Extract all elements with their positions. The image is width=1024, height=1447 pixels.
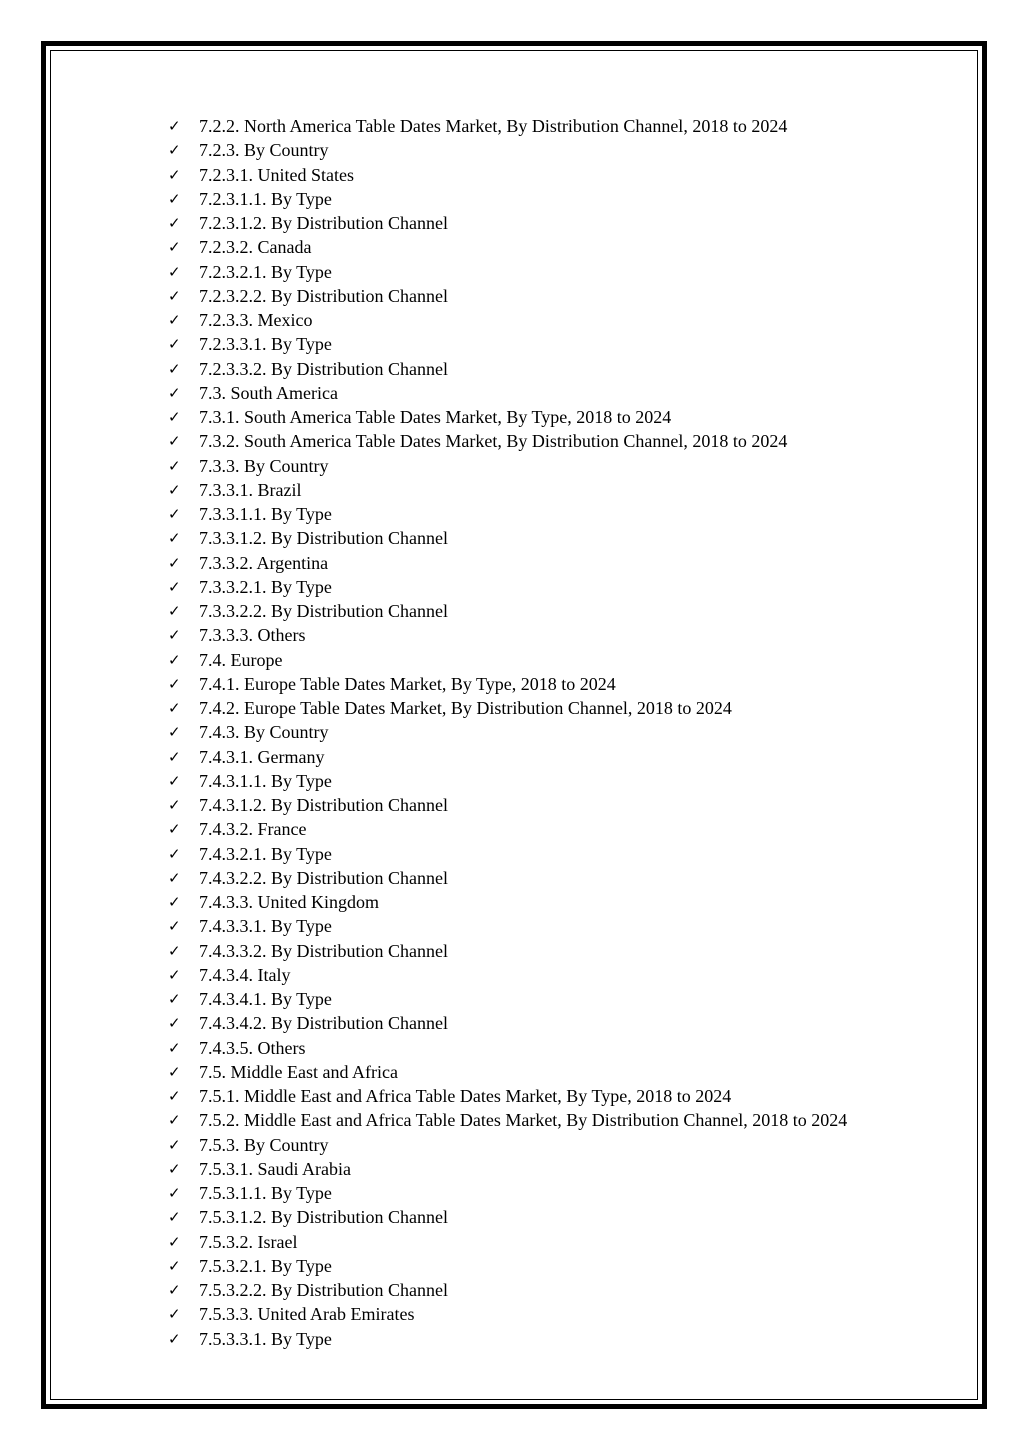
list-item bbox=[168, 769, 847, 793]
check-icon: ✓ bbox=[168, 1135, 181, 1154]
list-item-label: 7.5. Middle East and Africa bbox=[199, 1061, 398, 1082]
check-icon: ✓ bbox=[168, 189, 181, 208]
list-item bbox=[168, 1011, 847, 1035]
list-item-label: 7.4.1. Europe Table Dates Market, By Type, 2018 to 2024 bbox=[199, 673, 616, 694]
list-item bbox=[168, 1254, 847, 1278]
list-item bbox=[168, 793, 847, 817]
list-item-label: 7.4.3. By Country bbox=[199, 722, 329, 743]
list-item-label: 7.5.3. By Country bbox=[199, 1134, 329, 1155]
check-icon: ✓ bbox=[168, 1014, 181, 1033]
list-item bbox=[168, 138, 847, 162]
list-item-label: 7.2.3. By Country bbox=[199, 140, 329, 161]
list-item-label: 7.2.3.1.2. By Distribution Channel bbox=[199, 213, 448, 233]
list-item-label: 7.3.3.2.2. By Distribution Channel bbox=[199, 601, 448, 621]
list-item bbox=[168, 478, 847, 502]
list-item bbox=[168, 187, 847, 211]
check-icon: ✓ bbox=[168, 1159, 181, 1178]
list-item bbox=[168, 939, 847, 963]
list-item-label: 7.4.3.4.2. By Distribution Channel bbox=[199, 1013, 448, 1034]
check-icon: ✓ bbox=[168, 626, 181, 645]
check-icon: ✓ bbox=[168, 335, 181, 354]
list-item-label: 7.2.3.1. United States bbox=[199, 164, 354, 185]
list-item bbox=[168, 720, 847, 744]
list-item-label: 7.3.3.2.1. By Type bbox=[199, 576, 332, 597]
list-item-label: 7.3.3.1.1. By Type bbox=[199, 504, 332, 524]
list-item-label: 7.3.2. South America Table Dates Market, By Distribution Channel, 2018 to 2024 bbox=[199, 431, 788, 452]
check-icon: ✓ bbox=[168, 165, 181, 184]
list-item-label: 7.5.2. Middle East and Africa Table Dates Market, By Distribution Channel, 2018 to 2024 bbox=[199, 1110, 848, 1131]
list-item-label: 7.2.3.1.1. By Type bbox=[199, 188, 332, 209]
check-icon: ✓ bbox=[168, 602, 181, 620]
list-item-label: 7.4.3.1.2. By Distribution Channel bbox=[199, 795, 448, 815]
list-item-label: 7.4.3.2. France bbox=[199, 819, 307, 840]
check-icon: ✓ bbox=[168, 1281, 181, 1299]
check-icon: ✓ bbox=[168, 1305, 181, 1324]
list-item bbox=[168, 211, 847, 235]
check-icon: ✓ bbox=[168, 529, 181, 548]
list-item-label: 7.5.3.3.1. By Type bbox=[199, 1328, 332, 1349]
list-item-label: 7.3. South America bbox=[199, 382, 338, 403]
check-icon: ✓ bbox=[168, 408, 181, 426]
check-icon: ✓ bbox=[168, 723, 181, 742]
list-item bbox=[168, 332, 847, 356]
check-icon: ✓ bbox=[168, 844, 181, 863]
list-item bbox=[168, 284, 847, 308]
check-icon: ✓ bbox=[168, 893, 181, 911]
list-item-label: 7.5.3.1.2. By Distribution Channel bbox=[199, 1207, 448, 1228]
list-item bbox=[168, 357, 847, 381]
list-item-label: 7.2.3.2.2. By Distribution Channel bbox=[199, 285, 448, 306]
list-item bbox=[168, 623, 847, 647]
check-icon: ✓ bbox=[168, 796, 181, 814]
list-item bbox=[168, 914, 847, 938]
check-icon: ✓ bbox=[168, 262, 181, 281]
list-item bbox=[168, 599, 847, 623]
check-icon: ✓ bbox=[168, 311, 181, 329]
check-icon: ✓ bbox=[168, 1087, 181, 1105]
list-item-label: 7.2.3.2. Canada bbox=[199, 237, 312, 258]
list-item-label: 7.4. Europe bbox=[199, 649, 283, 670]
check-icon: ✓ bbox=[168, 141, 181, 160]
list-item bbox=[168, 454, 847, 478]
check-icon: ✓ bbox=[168, 1208, 181, 1227]
list-item-label: 7.5.3.1. Saudi Arabia bbox=[199, 1158, 351, 1179]
list-item bbox=[168, 672, 847, 696]
list-item bbox=[168, 163, 847, 187]
check-icon: ✓ bbox=[168, 456, 181, 475]
list-item-label: 7.2.3.3.2. By Distribution Channel bbox=[199, 358, 448, 379]
check-icon: ✓ bbox=[168, 286, 181, 305]
check-icon: ✓ bbox=[168, 1038, 181, 1057]
check-icon: ✓ bbox=[168, 1256, 181, 1275]
check-icon: ✓ bbox=[168, 917, 181, 936]
list-item bbox=[168, 308, 847, 332]
list-item bbox=[168, 648, 847, 672]
list-item-label: 7.2.3.3.1. By Type bbox=[199, 334, 332, 355]
list-item bbox=[168, 1181, 847, 1205]
check-icon: ✓ bbox=[168, 553, 181, 572]
list-item bbox=[168, 1108, 847, 1132]
list-item bbox=[168, 575, 847, 599]
list-item-label: 7.3.3.3. Others bbox=[199, 625, 306, 646]
list-item-label: 7.5.3.1.1. By Type bbox=[199, 1183, 332, 1203]
list-item-label: 7.3.1. South America Table Dates Market, By Type, 2018 to 2024 bbox=[199, 407, 672, 427]
list-item bbox=[168, 1157, 847, 1181]
check-icon: ✓ bbox=[168, 990, 181, 1008]
list-item bbox=[168, 429, 847, 453]
list-item bbox=[168, 817, 847, 841]
list-item bbox=[168, 890, 847, 914]
list-item-label: 7.4.3.5. Others bbox=[199, 1037, 306, 1058]
check-icon: ✓ bbox=[168, 383, 181, 402]
table-of-contents-list bbox=[168, 114, 847, 1351]
list-item bbox=[168, 114, 847, 138]
check-icon: ✓ bbox=[168, 965, 181, 984]
check-icon: ✓ bbox=[168, 359, 181, 378]
check-icon: ✓ bbox=[168, 1062, 181, 1081]
list-item bbox=[168, 987, 847, 1011]
list-item bbox=[168, 1278, 847, 1302]
list-item-label: 7.4.3.2.1. By Type bbox=[199, 843, 332, 864]
list-item bbox=[168, 696, 847, 720]
list-item-label: 7.4.3.3. United Kingdom bbox=[199, 892, 379, 912]
list-item bbox=[168, 235, 847, 259]
list-item-label: 7.4.3.1.1. By Type bbox=[199, 770, 332, 791]
check-icon: ✓ bbox=[168, 214, 181, 232]
list-item-label: 7.5.1. Middle East and Africa Table Dates Market, By Type, 2018 to 2024 bbox=[199, 1086, 732, 1106]
check-icon: ✓ bbox=[168, 480, 181, 499]
check-icon: ✓ bbox=[168, 771, 181, 790]
list-item bbox=[168, 963, 847, 987]
list-item-label: 7.4.3.4.1. By Type bbox=[199, 989, 332, 1009]
list-item-label: 7.4.3.2.2. By Distribution Channel bbox=[199, 867, 448, 888]
list-item bbox=[168, 405, 847, 429]
list-item bbox=[168, 381, 847, 405]
list-item bbox=[168, 1205, 847, 1229]
list-item bbox=[168, 551, 847, 575]
list-item bbox=[168, 502, 847, 526]
list-item-label: 7.4.3.1. Germany bbox=[199, 746, 325, 767]
list-item-label: 7.4.3.3.1. By Type bbox=[199, 916, 332, 937]
list-item bbox=[168, 1327, 847, 1351]
check-icon: ✓ bbox=[168, 941, 181, 960]
list-item-label: 7.2.3.3. Mexico bbox=[199, 310, 313, 330]
list-item bbox=[168, 1060, 847, 1084]
list-item-label: 7.3.3.1.2. By Distribution Channel bbox=[199, 528, 448, 549]
list-item bbox=[168, 866, 847, 890]
check-icon: ✓ bbox=[168, 505, 181, 523]
list-item bbox=[168, 745, 847, 769]
list-item-label: 7.4.3.3.2. By Distribution Channel bbox=[199, 940, 448, 961]
check-icon: ✓ bbox=[168, 117, 181, 135]
list-item bbox=[168, 1036, 847, 1060]
list-item-label: 7.4.2. Europe Table Dates Market, By Distribution Channel, 2018 to 2024 bbox=[199, 698, 732, 718]
list-item bbox=[168, 1084, 847, 1108]
check-icon: ✓ bbox=[168, 1232, 181, 1251]
check-icon: ✓ bbox=[168, 1184, 181, 1202]
list-item-label: 7.2.3.2.1. By Type bbox=[199, 261, 332, 282]
list-item-label: 7.5.3.2. Israel bbox=[199, 1231, 298, 1252]
list-item bbox=[168, 1133, 847, 1157]
list-item bbox=[168, 526, 847, 550]
list-item-label: 7.3.3.1. Brazil bbox=[199, 479, 302, 500]
check-icon: ✓ bbox=[168, 650, 181, 669]
list-item-label: 7.5.3.2.1. By Type bbox=[199, 1255, 332, 1276]
list-item-label: 7.5.3.2.2. By Distribution Channel bbox=[199, 1280, 448, 1300]
list-item bbox=[168, 1230, 847, 1254]
check-icon: ✓ bbox=[168, 699, 181, 717]
check-icon: ✓ bbox=[168, 674, 181, 693]
check-icon: ✓ bbox=[168, 1111, 181, 1130]
check-icon: ✓ bbox=[168, 238, 181, 257]
list-item bbox=[168, 842, 847, 866]
check-icon: ✓ bbox=[168, 577, 181, 596]
list-item bbox=[168, 1302, 847, 1326]
list-item-label: 7.2.2. North America Table Dates Market, By Distribution Channel, 2018 to 2024 bbox=[199, 116, 788, 136]
list-item-label: 7.5.3.3. United Arab Emirates bbox=[199, 1304, 415, 1325]
check-icon: ✓ bbox=[168, 868, 181, 887]
list-item-label: 7.3.3. By Country bbox=[199, 455, 329, 476]
check-icon: ✓ bbox=[168, 432, 181, 451]
list-item-label: 7.4.3.4. Italy bbox=[199, 964, 291, 985]
check-icon: ✓ bbox=[168, 1329, 181, 1348]
check-icon: ✓ bbox=[168, 820, 181, 839]
check-icon: ✓ bbox=[168, 747, 181, 766]
list-item-label: 7.3.3.2. Argentina bbox=[199, 552, 329, 573]
list-item bbox=[168, 260, 847, 284]
